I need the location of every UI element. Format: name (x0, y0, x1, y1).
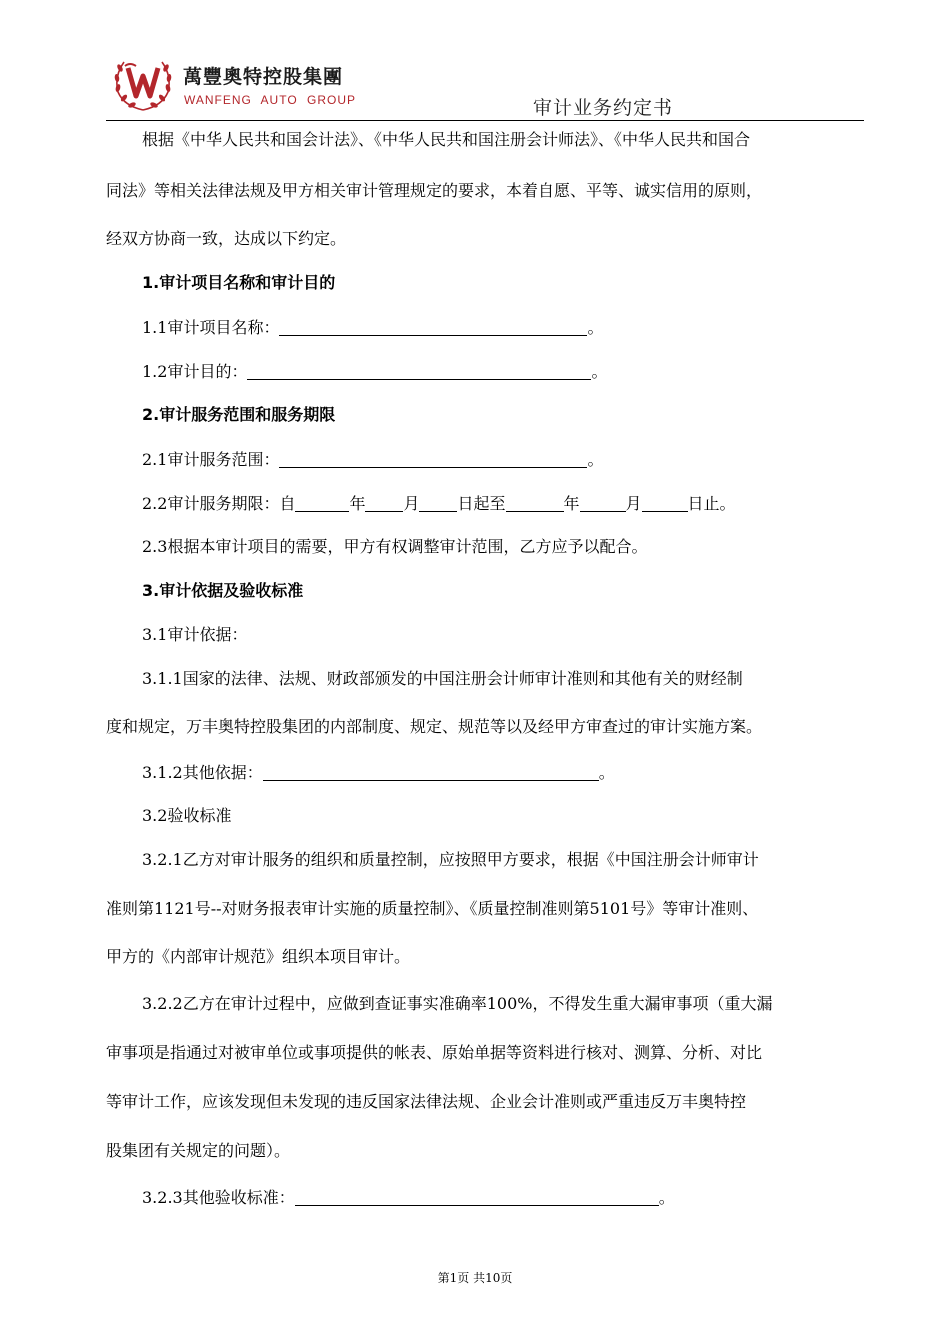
clause-3-2-1-line-1: 3.2.1乙方对审计服务的组织和质量控制，应按照甲方要求，根据《中国注册会计师审计 (142, 850, 759, 869)
clause-2-1 (106, 449, 902, 470)
end-day-blank[interactable] (642, 493, 688, 512)
period: 。 (587, 318, 604, 337)
document-title: 审计业务约定书 (533, 97, 674, 119)
period: 。 (658, 1188, 675, 1207)
intro-line-2: 同法》等相关法律法规及甲方相关审计管理规定的要求，本着自愿、平等、诚实信用的原则， (106, 181, 763, 200)
clause-1-1 (106, 317, 902, 338)
clause-3-1-1-line-2: 度和规定，万丰奥特控股集团的内部制度、规定、规范等以及经甲方审查过的审计实施方案。 (106, 717, 763, 736)
clause-2-2 (106, 493, 902, 514)
start-year-blank[interactable] (295, 493, 349, 512)
brand-name-cn: 萬豐奧特控股集團 (183, 66, 344, 88)
end-month-blank[interactable] (580, 493, 626, 512)
clause-1-1-label: 1.1审计项目名称： (142, 318, 280, 337)
clause-3-1-2-label: 3.1.2其他依据： (142, 763, 263, 782)
period: 。 (598, 763, 615, 782)
brand-name-en: WANFENG AUTO GROUP (184, 93, 357, 107)
clause-3-2-2-line-3: 等审计工作，应该发现但未发现的违反国家法律法规、企业会计准则或严重违反万丰奥特控 (106, 1092, 747, 1111)
clause-3-2-1-line-3: 甲方的《内部审计规范》组织本项目审计。 (106, 947, 411, 966)
clause-1-2 (106, 361, 902, 382)
clause-3-2-3 (106, 1187, 902, 1208)
clause-3-2-2-line-4: 股集团有关规定的问题）。 (106, 1141, 291, 1160)
project-name-blank[interactable] (279, 317, 587, 336)
clause-3-2: 3.2验收标准 (142, 806, 232, 825)
clause-2-2-label: 2.2审计服务期限：自 (142, 494, 296, 513)
audit-purpose-blank[interactable] (247, 361, 591, 380)
section-2-heading: 2.审计服务范围和服务期限 (142, 405, 336, 424)
clause-3-1: 3.1审计依据： (142, 625, 248, 644)
clause-2-3: 2.3根据本审计项目的需要，甲方有权调整审计范围，乙方应予以配合。 (142, 537, 648, 556)
month-label: 月 (625, 494, 642, 513)
section-3-heading: 3.审计依据及验收标准 (142, 581, 304, 600)
clause-3-2-1-line-2: 准则第1121号--对财务报表审计实施的质量控制》、《质量控制准则第5101号》等审计准则、 (106, 899, 759, 918)
day-label: 日起至 (457, 494, 506, 513)
intro-line-3: 经双方协商一致，达成以下约定。 (106, 229, 347, 248)
clause-1-2-label: 1.2审计目的： (142, 362, 248, 381)
clause-3-1-1-line-1: 3.1.1国家的法律、法规、财政部颁发的中国注册会计师审计准则和其他有关的财经制 (142, 669, 743, 688)
year-label: 年 (563, 494, 580, 513)
service-scope-blank[interactable] (279, 449, 587, 468)
clause-3-2-3-label: 3.2.3其他验收标准： (142, 1188, 295, 1207)
company-logo (110, 52, 176, 114)
clause-2-1-label: 2.1审计服务范围： (142, 450, 280, 469)
section-1-heading: 1.审计项目名称和审计目的 (142, 273, 336, 292)
period: 。 (587, 450, 604, 469)
other-acceptance-blank[interactable] (295, 1187, 659, 1206)
year-label: 年 (349, 494, 366, 513)
end-year-blank[interactable] (506, 493, 564, 512)
clause-3-2-2-line-1: 3.2.2乙方在审计过程中，应做到查证事实准确率100%，不得发生重大漏审事项（重大漏 (142, 994, 773, 1013)
clause-3-1-2 (106, 762, 902, 783)
clause-3-2-2-line-2: 审事项是指通过对被审单位或事项提供的帐表、原始单据等资料进行核对、测算、分析、对比 (106, 1043, 763, 1062)
intro-line-1: 根据《中华人民共和国会计法》、《中华人民共和国注册会计师法》、《中华人民共和国合 (142, 130, 751, 149)
page-number: 第1页 共10页 (437, 1271, 513, 1285)
start-day-blank[interactable] (419, 493, 457, 512)
header-divider (106, 120, 864, 121)
month-label: 月 (403, 494, 420, 513)
start-month-blank[interactable] (365, 493, 403, 512)
day-label: 日止。 (687, 494, 736, 513)
other-basis-blank[interactable] (263, 762, 599, 781)
period: 。 (591, 362, 608, 381)
